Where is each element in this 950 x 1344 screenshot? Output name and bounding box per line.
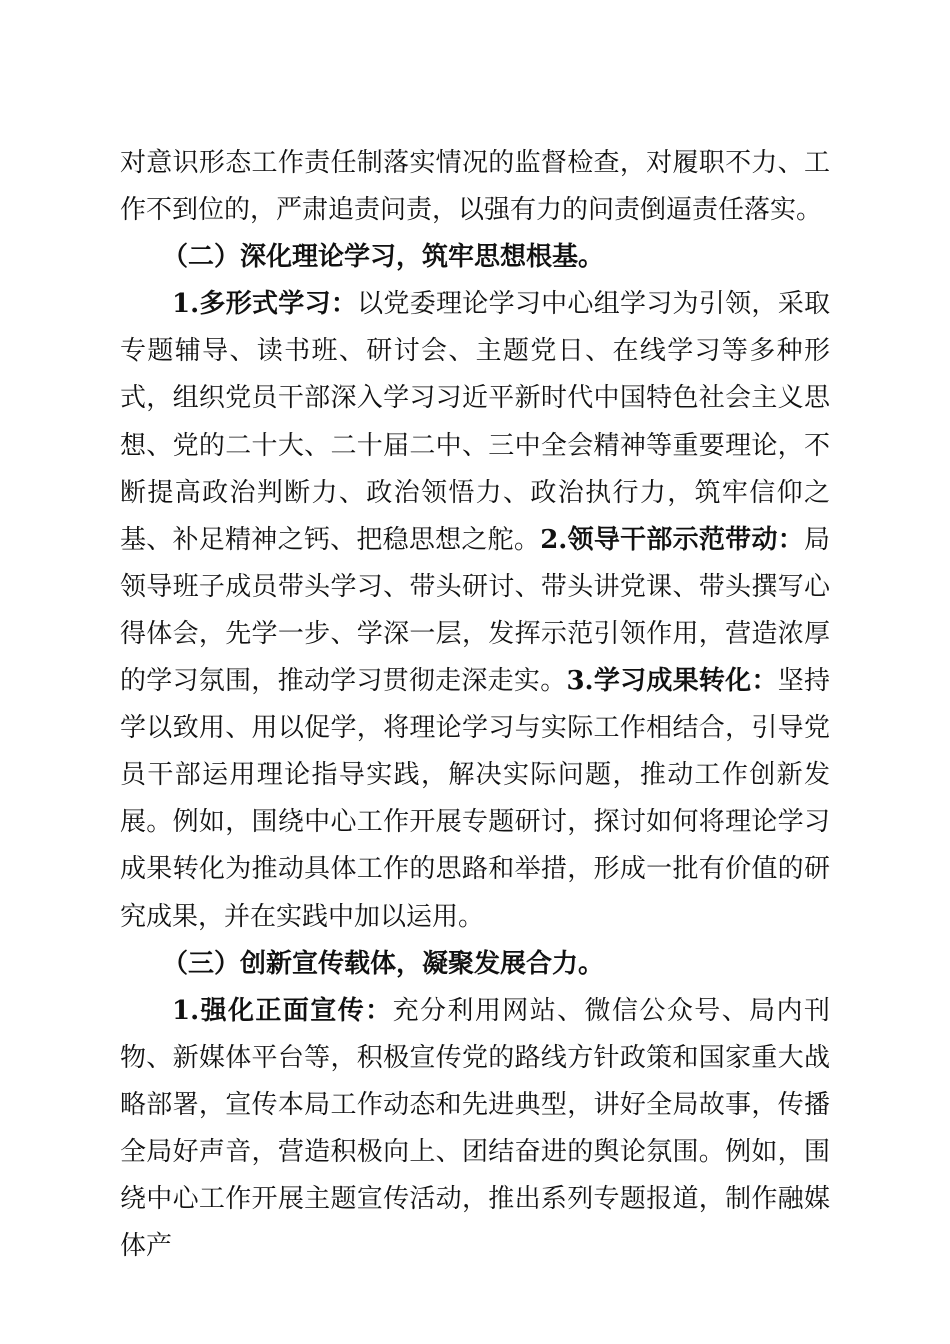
paragraph-theory-study: [120, 281, 830, 940]
item-lead-positive-publicity: 1.强化正面宣传：: [172, 995, 393, 1026]
paragraph-publicity: [120, 988, 830, 1271]
item-text-result-transformation: 坚持学以致用、用以促学，将理论学习与实际工作相结合，引导党员干部运用理论指导实践，解决实际问题，推动工作创新发展。例如，围绕中心工作开展专题研讨，探讨如何将理论学习成果转化为推动具体工作的思路和举措，形成一批有价值的研究成果，并在实践中加以运用。: [120, 666, 830, 932]
item-lead-leader-demonstration: 2.领导干部示范带动：: [540, 524, 804, 555]
section-heading-3: （三）创新宣传载体，凝聚发展合力。: [162, 948, 605, 979]
item-text-multi-form-study: 以党委理论学习中心组学习为引领，采取专题辅导、读书班、研讨会、主题党日、在线学习等多种形式，组织党员干部深入学习习近平新时代中国特色社会主义思想、党的二十大、二十届二中、三中全会精神等重要理论，不断提高政治判断力、政治领悟力、政治执行力，筑牢信仰之基、补足精神之钙、把稳思想之舵。: [120, 289, 830, 555]
section-heading-2: （二）深化理论学习，筑牢思想根基。: [162, 242, 605, 273]
paragraph-text: 对意识形态工作责任制落实情况的监督检查，对履职不力、工作不到位的，严肃追责问责，以强有力的问责倒逼责任落实。: [120, 148, 830, 226]
item-lead-result-transformation: 3.学习成果转化：: [566, 666, 778, 697]
paragraph-continuation: [120, 140, 830, 234]
item-text-leader-demonstration: 局领导班子成员带头学习、带头研讨、带头讲党课、带头撰写心得体会，先学一步、学深一层，发挥示范引领作用，营造浓厚的学习氛围，推动学习贯彻走深走实。: [120, 524, 830, 697]
document-body: [120, 140, 830, 1270]
item-text-positive-publicity: 充分利用网站、微信公众号、局内刊物、新媒体平台等，积极宣传党的路线方针政策和国家重大战略部署，宣传本局工作动态和先进典型，讲好全局故事，传播全局好声音，营造积极向上、团结奋进的舆论氛围。例如，围绕中心工作开展主题宣传活动，推出系列专题报道，制作融媒体产: [120, 995, 830, 1262]
item-lead-multi-form-study: 1.多形式学习：: [172, 289, 358, 320]
